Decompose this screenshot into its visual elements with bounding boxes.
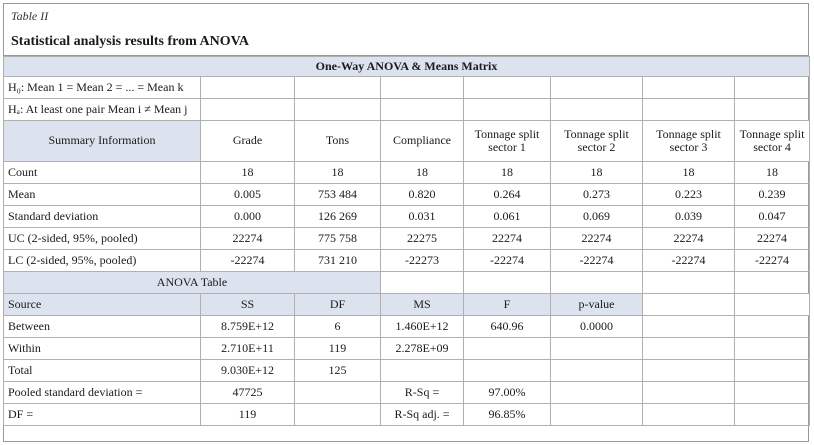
table-cell: 0.273 xyxy=(551,184,643,206)
table-cell: -22273 xyxy=(381,250,464,272)
alt-hypothesis: Hₐ: At least one pair Mean i ≠ Mean j xyxy=(4,99,201,121)
table-row xyxy=(4,338,810,360)
table-cell: 9.030E+12 xyxy=(201,360,295,382)
pooled-label: Pooled standard deviation = xyxy=(4,382,201,404)
summary-header-row xyxy=(4,121,810,162)
table-cell: 125 xyxy=(295,360,381,382)
table-cell: 18 xyxy=(381,162,464,184)
table-row xyxy=(4,228,810,250)
table-cell: 2.278E+09 xyxy=(381,338,464,360)
table-cell: 0.061 xyxy=(464,206,551,228)
column-header: Tons xyxy=(295,121,381,162)
table-cell xyxy=(551,360,643,382)
table-cell xyxy=(464,360,551,382)
row-label: Standard deviation xyxy=(4,206,201,228)
table-cell: 22274 xyxy=(735,228,810,250)
table-cell: 0.047 xyxy=(735,206,810,228)
table-row xyxy=(4,206,810,228)
table-cell: 640.96 xyxy=(464,316,551,338)
table-cell: 18 xyxy=(643,162,735,184)
table-cell: -22274 xyxy=(551,250,643,272)
table-cell: 0.031 xyxy=(381,206,464,228)
row-label: LC (2-sided, 95%, pooled) xyxy=(4,250,201,272)
anova-results-table xyxy=(3,56,810,426)
table-cell: 22274 xyxy=(201,228,295,250)
table-row xyxy=(4,184,810,206)
table-cell: 8.759E+12 xyxy=(201,316,295,338)
table-cell: 119 xyxy=(295,338,381,360)
matrix-title: One-Way ANOVA & Means Matrix xyxy=(4,57,810,77)
table-cell: 22275 xyxy=(381,228,464,250)
column-header: Tonnage split sector 4 xyxy=(735,121,810,162)
pooled-label: DF = xyxy=(4,404,201,426)
table-row xyxy=(4,360,810,382)
column-header: DF xyxy=(295,294,381,316)
column-header: F xyxy=(464,294,551,316)
table-cell: -22274 xyxy=(464,250,551,272)
row-label: UC (2-sided, 95%, pooled) xyxy=(4,228,201,250)
column-header: p-value xyxy=(551,294,643,316)
table-cell: -22274 xyxy=(735,250,810,272)
row-label: Total xyxy=(4,360,201,382)
column-header: Tonnage split sector 3 xyxy=(643,121,735,162)
table-cell: 0.000 xyxy=(201,206,295,228)
table-row xyxy=(4,316,810,338)
table-cell xyxy=(381,360,464,382)
table-label: Table II xyxy=(11,9,49,23)
table-cell xyxy=(464,338,551,360)
table-cell: 0.0000 xyxy=(551,316,643,338)
table-row xyxy=(4,162,810,184)
anova-table-title: ANOVA Table xyxy=(4,272,381,294)
table-cell: 18 xyxy=(464,162,551,184)
table-cell: 0.223 xyxy=(643,184,735,206)
table-cell: 22274 xyxy=(551,228,643,250)
row-label: Count xyxy=(4,162,201,184)
pooled-row xyxy=(4,382,810,404)
anova-header-row xyxy=(4,294,810,316)
table-cell: 2.710E+11 xyxy=(201,338,295,360)
stat-label: R-Sq = xyxy=(381,382,464,404)
column-header: MS xyxy=(381,294,464,316)
column-header: SS xyxy=(201,294,295,316)
table-cell: 0.005 xyxy=(201,184,295,206)
table-cell: 6 xyxy=(295,316,381,338)
table-cell: 18 xyxy=(735,162,810,184)
table-cell: 0.820 xyxy=(381,184,464,206)
table-cell: 18 xyxy=(201,162,295,184)
table-cell: 753 484 xyxy=(295,184,381,206)
column-header: Compliance xyxy=(381,121,464,162)
column-header: Tonnage split sector 1 xyxy=(464,121,551,162)
pooled-value: 119 xyxy=(201,404,295,426)
column-header: Grade xyxy=(201,121,295,162)
table-cell: 126 269 xyxy=(295,206,381,228)
table-cell: 18 xyxy=(551,162,643,184)
pooled-row xyxy=(4,404,810,426)
table-cell xyxy=(551,338,643,360)
table-cell: 22274 xyxy=(643,228,735,250)
table-cell: 0.239 xyxy=(735,184,810,206)
table-cell: 18 xyxy=(295,162,381,184)
table-cell: 775 758 xyxy=(295,228,381,250)
stat-label: R-Sq adj. = xyxy=(381,404,464,426)
column-header: Tonnage split sector 2 xyxy=(551,121,643,162)
table-cell: -22274 xyxy=(201,250,295,272)
row-label: Within xyxy=(4,338,201,360)
table-cell: 22274 xyxy=(464,228,551,250)
table-cell: 0.039 xyxy=(643,206,735,228)
pooled-value: 47725 xyxy=(201,382,295,404)
row-label: Between xyxy=(4,316,201,338)
table-cell: 0.264 xyxy=(464,184,551,206)
table-cell: 0.069 xyxy=(551,206,643,228)
column-header: Source xyxy=(4,294,201,316)
stat-value: 97.00% xyxy=(464,382,551,404)
table-cell: -22274 xyxy=(643,250,735,272)
table-cell: 731 210 xyxy=(295,250,381,272)
stat-value: 96.85% xyxy=(464,404,551,426)
null-hypothesis: H₀: Mean 1 = Mean 2 = ... = Mean k xyxy=(4,77,201,99)
row-label: Mean xyxy=(4,184,201,206)
table-row xyxy=(4,250,810,272)
column-header: Summary Information xyxy=(4,121,201,162)
table-cell: 1.460E+12 xyxy=(381,316,464,338)
table-title: Statistical analysis results from ANOVA xyxy=(11,34,250,49)
